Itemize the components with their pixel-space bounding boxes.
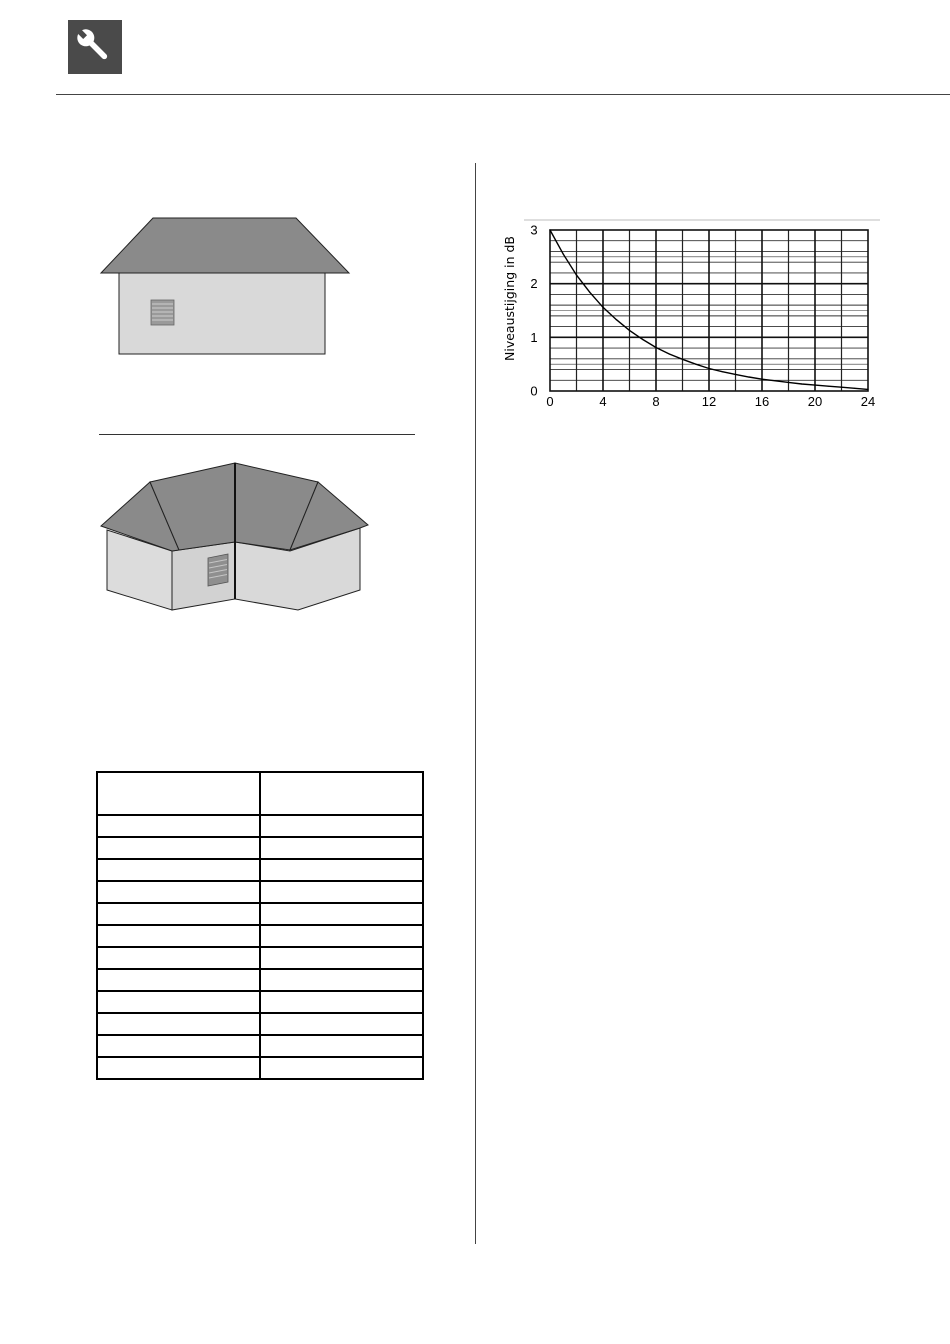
x-tick-label: 20 xyxy=(807,394,823,409)
vent-grille-icon xyxy=(208,554,228,586)
data-point xyxy=(788,382,789,383)
table-cell xyxy=(260,947,423,969)
data-point xyxy=(682,359,683,360)
wrench-icon-graphic xyxy=(68,20,122,74)
table-cell xyxy=(260,991,423,1013)
data-point xyxy=(854,388,855,389)
table-header-cell xyxy=(97,772,260,815)
data-point xyxy=(722,371,723,372)
y-tick-label: 0 xyxy=(530,383,538,399)
table-row xyxy=(97,903,423,925)
y-tick-label: 2 xyxy=(530,276,538,292)
table-cell xyxy=(260,1035,423,1057)
data-point xyxy=(616,319,617,320)
table-cell xyxy=(97,859,260,881)
table-cell xyxy=(97,903,260,925)
data-point xyxy=(814,384,815,385)
table-cell xyxy=(260,1057,423,1079)
table-cell xyxy=(97,991,260,1013)
data-point xyxy=(576,274,577,275)
table-cell xyxy=(260,969,423,991)
house-corner-figure xyxy=(98,460,373,615)
figure-separator xyxy=(99,434,415,435)
column-divider xyxy=(475,163,476,1244)
table-cell xyxy=(97,947,260,969)
vent-grille-icon xyxy=(151,300,174,325)
data-point xyxy=(602,307,603,308)
table-cell xyxy=(97,925,260,947)
data-point xyxy=(801,383,802,384)
table-cell xyxy=(260,881,423,903)
table-cell xyxy=(97,1057,260,1079)
table-row xyxy=(97,1035,423,1057)
house-front-figure xyxy=(96,210,356,360)
table-row xyxy=(97,991,423,1013)
table-row xyxy=(97,859,423,881)
data-point xyxy=(867,389,868,390)
table-header-row xyxy=(97,772,423,815)
x-tick-label: 0 xyxy=(546,394,554,409)
wrench-icon xyxy=(68,20,122,74)
data-point xyxy=(629,330,630,331)
table-row xyxy=(97,925,423,947)
data-point xyxy=(841,387,842,388)
data-point xyxy=(761,379,762,380)
table-row xyxy=(97,837,423,859)
data-point xyxy=(655,347,656,348)
table-cell xyxy=(97,969,260,991)
data-point xyxy=(589,292,590,293)
table-row xyxy=(97,881,423,903)
data-point xyxy=(669,353,670,354)
table-cell xyxy=(97,815,260,837)
table-row xyxy=(97,969,423,991)
data-point xyxy=(549,229,550,230)
data-point xyxy=(708,368,709,369)
data-point xyxy=(695,364,696,365)
data-point xyxy=(775,380,776,381)
data-point xyxy=(563,254,564,255)
table-cell xyxy=(97,1035,260,1057)
header-rule xyxy=(56,94,950,95)
y-axis-label: Niveaustijging in dB xyxy=(502,236,517,361)
table-body xyxy=(97,815,423,1079)
table-row xyxy=(97,947,423,969)
y-tick-label: 1 xyxy=(530,329,538,345)
x-tick-label: 8 xyxy=(652,394,660,409)
table-cell xyxy=(97,881,260,903)
data-point xyxy=(735,374,736,375)
data-point xyxy=(828,386,829,387)
table-row xyxy=(97,815,423,837)
table-cell xyxy=(97,1013,260,1035)
table-cell xyxy=(260,837,423,859)
x-tick-label: 24 xyxy=(860,394,876,409)
level-table xyxy=(96,771,424,1080)
table-cell xyxy=(260,1013,423,1035)
table-cell xyxy=(260,859,423,881)
table-row xyxy=(97,1057,423,1079)
table-header-cell xyxy=(260,772,423,815)
table-cell xyxy=(260,903,423,925)
table-cell xyxy=(260,815,423,837)
table-cell xyxy=(97,837,260,859)
data-point xyxy=(748,376,749,377)
table-cell xyxy=(260,925,423,947)
y-tick-label: 3 xyxy=(530,222,538,238)
x-tick-label: 4 xyxy=(599,394,607,409)
x-tick-label: 12 xyxy=(701,394,717,409)
data-point xyxy=(642,339,643,340)
x-tick-label: 16 xyxy=(754,394,770,409)
level-rise-chart xyxy=(492,210,884,415)
table-row xyxy=(97,1013,423,1035)
